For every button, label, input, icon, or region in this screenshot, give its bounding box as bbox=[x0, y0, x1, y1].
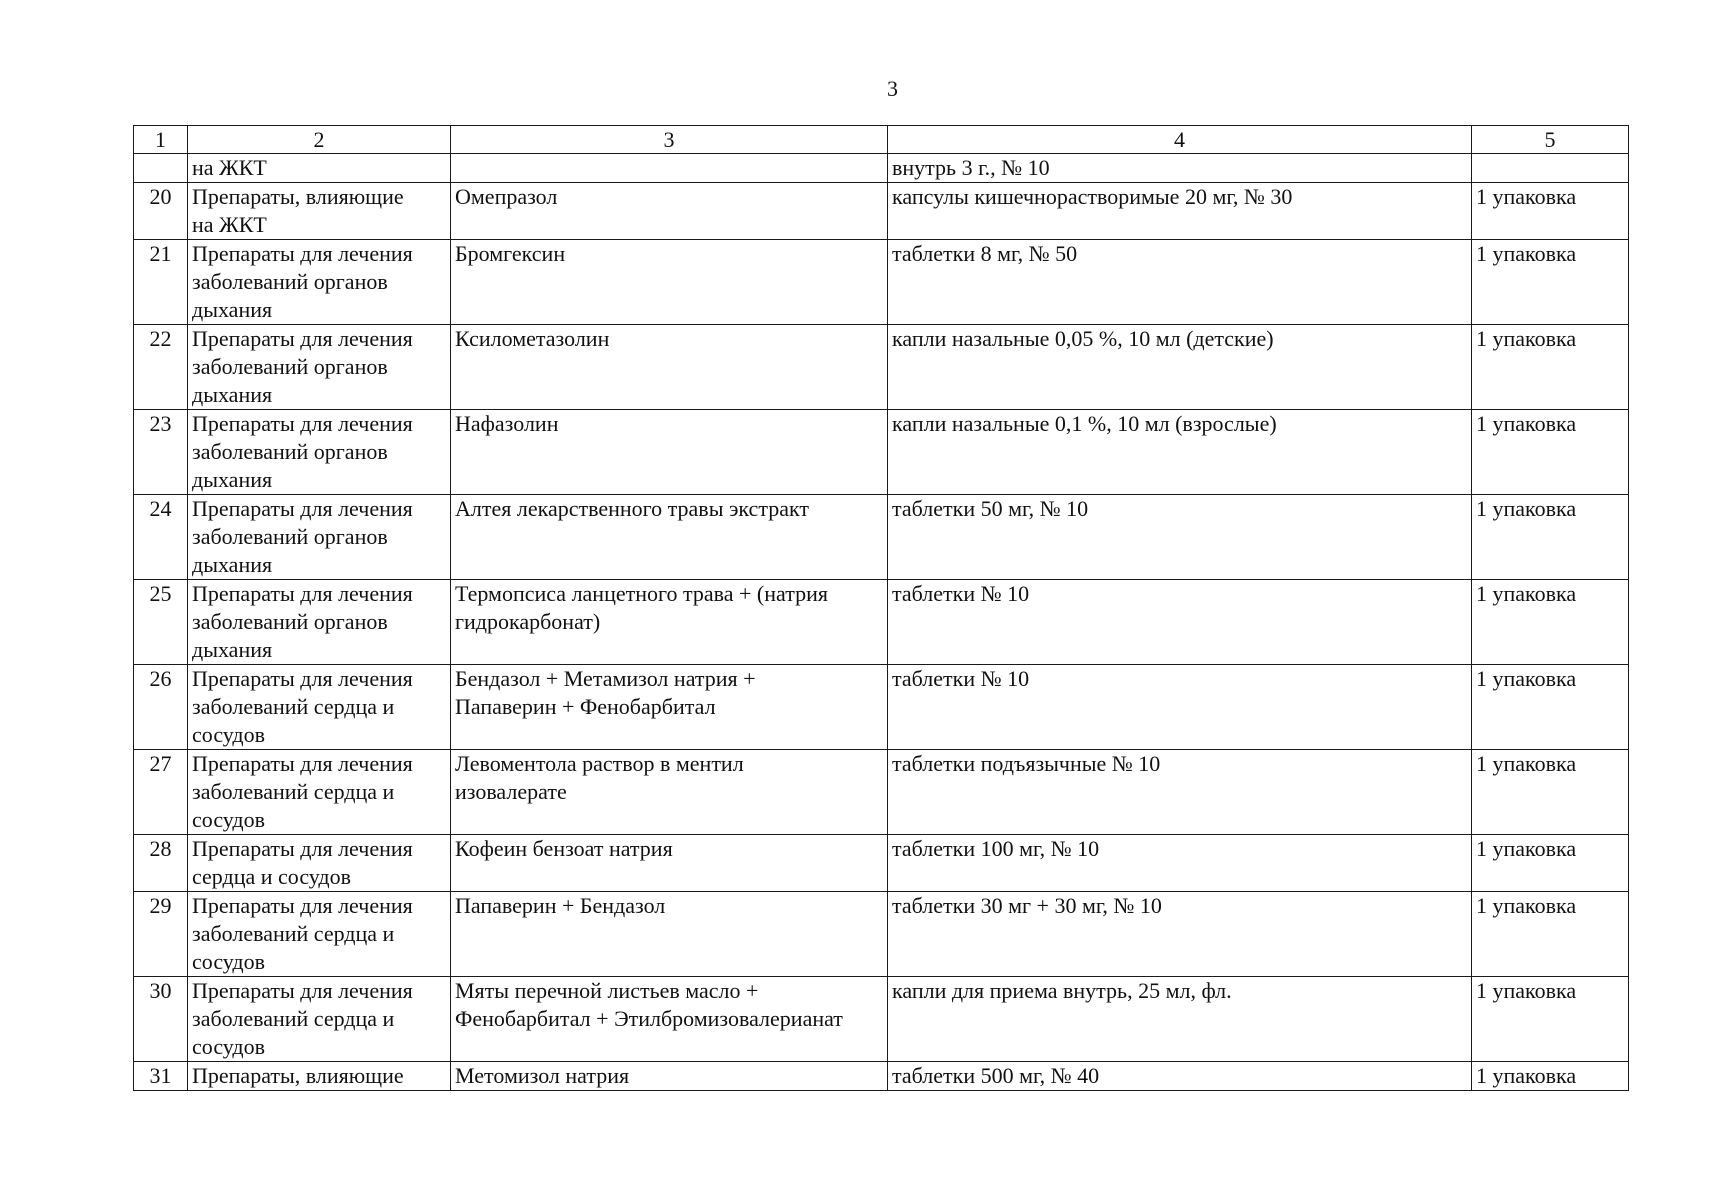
cell-text-line: заболеваний органов bbox=[192, 609, 388, 634]
drug-group-cell bbox=[188, 750, 451, 835]
table-row bbox=[134, 154, 1629, 183]
dosage-form-cell bbox=[888, 665, 1472, 750]
cell-text-line: Препараты для лечения bbox=[192, 326, 413, 351]
dosage-form-cell bbox=[888, 154, 1472, 183]
cell-text-line: Препараты для лечения bbox=[192, 978, 413, 1003]
cell-text-line: сердца и сосудов bbox=[192, 864, 351, 889]
cell-text-line: гидрокарбонат) bbox=[455, 609, 601, 634]
drug-name-cell bbox=[451, 977, 888, 1062]
cell-text-line: Папаверин + Бендазол bbox=[455, 893, 666, 918]
column-header-5: 5 bbox=[1472, 126, 1629, 154]
cell-text-line: Кофеин бензоат натрия bbox=[455, 836, 673, 861]
drug-name-cell bbox=[451, 495, 888, 580]
cell-text-line: таблетки 8 мг, № 50 bbox=[892, 241, 1078, 266]
cell-text-line: капли для приема внутрь, 25 мл, фл. bbox=[892, 978, 1232, 1003]
dosage-form-cell bbox=[888, 240, 1472, 325]
drug-name-cell bbox=[451, 183, 888, 240]
table-header-row bbox=[134, 126, 1629, 154]
table-row bbox=[134, 240, 1629, 325]
quantity-cell: 1 упаковка bbox=[1472, 892, 1629, 977]
cell-text-line: заболеваний сердца и bbox=[192, 694, 395, 719]
quantity-cell: 1 упаковка bbox=[1472, 495, 1629, 580]
dosage-form-cell bbox=[888, 495, 1472, 580]
quantity-cell: 1 упаковка bbox=[1472, 665, 1629, 750]
cell-text-line: Папаверин + Фенобарбитал bbox=[455, 694, 716, 719]
row-number-cell: 24 bbox=[134, 495, 188, 580]
quantity-cell bbox=[1472, 154, 1629, 183]
cell-text-line: Препараты для лечения bbox=[192, 581, 413, 606]
cell-text-line: Препараты для лечения bbox=[192, 241, 413, 266]
row-number-cell: 31 bbox=[134, 1062, 188, 1091]
drug-name-cell bbox=[451, 665, 888, 750]
table-row bbox=[134, 835, 1629, 892]
drug-name-cell bbox=[451, 410, 888, 495]
cell-text-line: заболеваний органов bbox=[192, 524, 388, 549]
cell-text-line: Термопсиса ланцетного трава + (натрия bbox=[455, 581, 828, 606]
quantity-cell: 1 упаковка bbox=[1472, 325, 1629, 410]
table-row bbox=[134, 183, 1629, 240]
drug-name-cell bbox=[451, 325, 888, 410]
cell-text-line: Нафазолин bbox=[455, 411, 559, 436]
row-number-cell bbox=[134, 154, 188, 183]
drug-group-cell bbox=[188, 1062, 451, 1091]
cell-text-line: заболеваний органов bbox=[192, 354, 388, 379]
drug-group-cell bbox=[188, 977, 451, 1062]
column-header-4: 4 bbox=[888, 126, 1472, 154]
row-number-cell: 27 bbox=[134, 750, 188, 835]
cell-text-line: капли назальные 0,05 %, 10 мл (детские) bbox=[892, 326, 1274, 351]
row-number-cell: 26 bbox=[134, 665, 188, 750]
cell-text-line: таблетки 50 мг, № 10 bbox=[892, 496, 1089, 521]
row-number-cell: 29 bbox=[134, 892, 188, 977]
cell-text-line: Препараты для лечения bbox=[192, 836, 413, 861]
table-row bbox=[134, 495, 1629, 580]
drug-name-cell bbox=[451, 240, 888, 325]
cell-text-line: заболеваний органов bbox=[192, 269, 388, 294]
drug-group-cell bbox=[188, 410, 451, 495]
table-row bbox=[134, 1062, 1629, 1091]
cell-text-line: Бендазол + Метамизол натрия + bbox=[455, 666, 756, 691]
table-row bbox=[134, 580, 1629, 665]
page-number: 3 bbox=[887, 76, 898, 101]
cell-text-line: внутрь 3 г., № 10 bbox=[892, 155, 1050, 180]
cell-text-line: Препараты для лечения bbox=[192, 893, 413, 918]
cell-text-line: таблетки № 10 bbox=[892, 581, 1030, 606]
cell-text-line: сосудов bbox=[192, 722, 265, 747]
cell-text-line: таблетки № 10 bbox=[892, 666, 1030, 691]
drug-group-cell bbox=[188, 154, 451, 183]
cell-text-line: Препараты, влияющие bbox=[192, 1063, 404, 1088]
medication-table bbox=[133, 125, 1629, 1091]
cell-text-line: Левоментола раствор в ментил bbox=[455, 751, 744, 776]
cell-text-line: дыхания bbox=[192, 637, 273, 662]
cell-text-line: Мяты перечной листьев масло + bbox=[455, 978, 759, 1003]
cell-text-line: сосудов bbox=[192, 807, 265, 832]
cell-text-line: Метомизол натрия bbox=[455, 1063, 630, 1088]
cell-text-line: таблетки 500 мг, № 40 bbox=[892, 1063, 1100, 1088]
cell-text-line: Алтея лекарственного травы экстракт bbox=[455, 496, 809, 521]
cell-text-line: заболеваний органов bbox=[192, 439, 388, 464]
table-row bbox=[134, 892, 1629, 977]
row-number-cell: 20 bbox=[134, 183, 188, 240]
dosage-form-cell bbox=[888, 325, 1472, 410]
drug-name-cell bbox=[451, 750, 888, 835]
cell-text-line: заболеваний сердца и bbox=[192, 921, 395, 946]
cell-text-line: дыхания bbox=[192, 552, 273, 577]
cell-text-line: дыхания bbox=[192, 297, 273, 322]
table-row bbox=[134, 977, 1629, 1062]
drug-name-cell bbox=[451, 1062, 888, 1091]
cell-text-line: Бромгексин bbox=[455, 241, 566, 266]
drug-name-cell bbox=[451, 580, 888, 665]
cell-text-line: Препараты для лечения bbox=[192, 411, 413, 436]
cell-text-line: капсулы кишечнорастворимые 20 мг, № 30 bbox=[892, 184, 1293, 209]
dosage-form-cell bbox=[888, 750, 1472, 835]
dosage-form-cell bbox=[888, 1062, 1472, 1091]
drug-group-cell bbox=[188, 580, 451, 665]
drug-name-cell bbox=[451, 892, 888, 977]
drug-name-cell bbox=[451, 835, 888, 892]
cell-text-line: Фенобарбитал + Этилбромизовалерианат bbox=[455, 1006, 843, 1031]
drug-group-cell bbox=[188, 892, 451, 977]
cell-text-line: таблетки 100 мг, № 10 bbox=[892, 836, 1100, 861]
table-body bbox=[134, 154, 1629, 1091]
row-number-cell: 21 bbox=[134, 240, 188, 325]
cell-text-line: сосудов bbox=[192, 949, 265, 974]
cell-text-line: дыхания bbox=[192, 382, 273, 407]
cell-text-line: изовалерате bbox=[455, 779, 567, 804]
cell-text-line: сосудов bbox=[192, 1034, 265, 1059]
drug-group-cell bbox=[188, 665, 451, 750]
cell-text-line: дыхания bbox=[192, 467, 273, 492]
drug-group-cell bbox=[188, 240, 451, 325]
row-number-cell: 25 bbox=[134, 580, 188, 665]
cell-text-line: капли назальные 0,1 %, 10 мл (взрослые) bbox=[892, 411, 1277, 436]
cell-text-line: Препараты, влияющие bbox=[192, 184, 404, 209]
drug-name-cell bbox=[451, 154, 888, 183]
quantity-cell: 1 упаковка bbox=[1472, 183, 1629, 240]
row-number-cell: 30 bbox=[134, 977, 188, 1062]
cell-text-line: заболеваний сердца и bbox=[192, 1006, 395, 1031]
quantity-cell: 1 упаковка bbox=[1472, 1062, 1629, 1091]
table-row bbox=[134, 750, 1629, 835]
row-number-cell: 28 bbox=[134, 835, 188, 892]
table-row bbox=[134, 410, 1629, 495]
drug-group-cell bbox=[188, 495, 451, 580]
drug-group-cell bbox=[188, 183, 451, 240]
quantity-cell: 1 упаковка bbox=[1472, 410, 1629, 495]
quantity-cell: 1 упаковка bbox=[1472, 835, 1629, 892]
cell-text-line: Препараты для лечения bbox=[192, 496, 413, 521]
drug-group-cell bbox=[188, 835, 451, 892]
column-header-2: 2 bbox=[188, 126, 451, 154]
cell-text-line: таблетки 30 мг + 30 мг, № 10 bbox=[892, 893, 1162, 918]
dosage-form-cell bbox=[888, 977, 1472, 1062]
cell-text-line: на ЖКТ bbox=[192, 212, 267, 237]
cell-text-line: таблетки подъязычные № 10 bbox=[892, 751, 1161, 776]
row-number-cell: 22 bbox=[134, 325, 188, 410]
cell-text-line: заболеваний сердца и bbox=[192, 779, 395, 804]
quantity-cell: 1 упаковка bbox=[1472, 750, 1629, 835]
cell-text-line: на ЖКТ bbox=[192, 155, 267, 180]
quantity-cell: 1 упаковка bbox=[1472, 580, 1629, 665]
dosage-form-cell bbox=[888, 183, 1472, 240]
drug-group-cell bbox=[188, 325, 451, 410]
table-row bbox=[134, 325, 1629, 410]
cell-text-line: Омепразол bbox=[455, 184, 558, 209]
dosage-form-cell bbox=[888, 892, 1472, 977]
dosage-form-cell bbox=[888, 410, 1472, 495]
quantity-cell: 1 упаковка bbox=[1472, 977, 1629, 1062]
cell-text-line: Ксилометазолин bbox=[455, 326, 610, 351]
column-header-1: 1 bbox=[134, 126, 188, 154]
column-header-3: 3 bbox=[451, 126, 888, 154]
cell-text-line: Препараты для лечения bbox=[192, 666, 413, 691]
dosage-form-cell bbox=[888, 580, 1472, 665]
cell-text-line: Препараты для лечения bbox=[192, 751, 413, 776]
dosage-form-cell bbox=[888, 835, 1472, 892]
row-number-cell: 23 bbox=[134, 410, 188, 495]
quantity-cell: 1 упаковка bbox=[1472, 240, 1629, 325]
table-row bbox=[134, 665, 1629, 750]
